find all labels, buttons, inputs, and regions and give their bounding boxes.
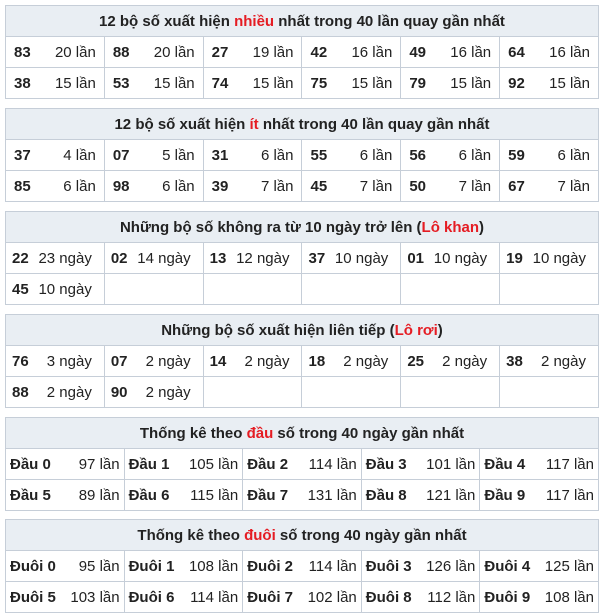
empty-cell — [203, 274, 302, 305]
cell-count: 6 lần — [162, 177, 195, 195]
cell-label: 88 — [112, 43, 130, 61]
stat-cell — [203, 37, 302, 68]
cell-label: 22 — [12, 249, 29, 267]
stat-cell — [361, 449, 480, 480]
stat-cell — [203, 243, 302, 274]
stat-cell — [6, 68, 105, 99]
cell-count: 103 lần — [70, 588, 120, 606]
cell-label: 49 — [409, 43, 426, 61]
cell-count: 3 ngày — [46, 352, 92, 370]
empty-cell — [302, 274, 401, 305]
cell-label: 88 — [12, 383, 29, 401]
cell-label: Đầu 5 — [10, 486, 51, 504]
cell-count: 2 ngày — [540, 352, 586, 370]
table-row — [6, 171, 599, 202]
cell-count: 15 lần — [549, 74, 590, 92]
cell-label: 83 — [14, 43, 31, 61]
stat-cell — [500, 346, 599, 377]
cell-count: 6 lần — [359, 146, 393, 164]
stat-cell — [302, 346, 401, 377]
cell-label: 75 — [310, 74, 328, 92]
cell-label: Đầu 0 — [10, 455, 51, 473]
cell-label: Đầu 9 — [484, 486, 526, 504]
stat-cell — [401, 171, 500, 202]
cell-label: 07 — [112, 146, 130, 164]
cell-label: Đầu 1 — [128, 455, 170, 473]
stat-cell — [203, 140, 302, 171]
cell-label: Đuôi 1 — [128, 557, 175, 575]
cell-count: 2 ngày — [244, 352, 290, 370]
cell-count: 6 lần — [458, 146, 492, 164]
cell-count: 20 lần — [153, 43, 195, 61]
stat-cell — [302, 140, 401, 171]
stat-cell — [124, 582, 243, 613]
stat-cell — [6, 37, 105, 68]
cell-count: 15 lần — [252, 74, 294, 92]
cell-count: 114 lần — [190, 588, 239, 606]
cell-count: 4 lần — [63, 146, 96, 164]
stat-cell — [480, 449, 599, 480]
stat-cell — [6, 377, 105, 408]
stat-cell — [361, 582, 480, 613]
cell-count: 126 lần — [426, 557, 476, 575]
stat-cell — [401, 243, 500, 274]
stat-cell — [104, 243, 203, 274]
empty-cell — [203, 377, 302, 408]
cell-count: 101 lần — [426, 455, 476, 473]
stat-cell — [104, 68, 203, 99]
lo-roi-table — [5, 314, 599, 408]
stat-cell — [302, 37, 401, 68]
stat-cell — [243, 480, 362, 511]
stat-cell — [6, 171, 105, 202]
cell-count: 12 ngày — [236, 249, 290, 267]
stat-cell — [104, 37, 203, 68]
cell-count: 112 lần — [427, 588, 476, 606]
cell-label: 13 — [209, 249, 227, 267]
cell-label: 07 — [110, 352, 128, 370]
stat-cell — [6, 274, 105, 305]
cell-label: 45 — [310, 177, 328, 195]
cell-label: 53 — [112, 74, 130, 92]
cell-label: 85 — [14, 177, 31, 195]
cell-count: 2 ngày — [46, 383, 92, 401]
stat-cell — [203, 68, 302, 99]
cell-label: 18 — [308, 352, 326, 370]
cell-label: 59 — [508, 146, 525, 164]
cell-count: 117 lần — [545, 455, 594, 473]
cell-count: 108 lần — [188, 557, 239, 575]
stat-cell — [500, 243, 599, 274]
cell-label: 55 — [310, 146, 328, 164]
stat-cell — [500, 171, 599, 202]
cell-label: Đuôi 7 — [247, 588, 294, 606]
stat-cell — [500, 68, 599, 99]
cell-count: 16 lần — [450, 43, 492, 61]
most-frequent-table — [5, 5, 599, 99]
stat-cell — [401, 37, 500, 68]
cell-label: 25 — [407, 352, 424, 370]
cell-label: 79 — [409, 74, 426, 92]
duoi-stats-table — [5, 519, 599, 613]
cell-count: 7 lần — [260, 177, 294, 195]
stat-cell — [480, 582, 599, 613]
cell-label: Đuôi 8 — [365, 588, 412, 606]
stat-cell — [401, 140, 500, 171]
stat-cell — [401, 68, 500, 99]
stat-cell — [302, 171, 401, 202]
cell-label: 45 — [12, 280, 29, 298]
cell-label: 37 — [14, 146, 31, 164]
cell-label: 38 — [506, 352, 523, 370]
cell-label: 64 — [508, 43, 525, 61]
cell-count: 114 lần — [308, 557, 357, 575]
table-row — [6, 243, 599, 274]
cell-label: 27 — [211, 43, 229, 61]
table-row — [6, 37, 599, 68]
stat-cell — [500, 37, 599, 68]
cell-label: 38 — [14, 74, 31, 92]
cell-count: 95 lần — [78, 557, 120, 575]
stat-cell — [124, 551, 243, 582]
cell-label: Đuôi 0 — [10, 557, 56, 575]
cell-label: 01 — [407, 249, 424, 267]
stat-cell — [401, 346, 500, 377]
lo-khan-title: Những bộ số không ra từ 10 ngày trở lên (Lô khan) — [6, 212, 599, 243]
stat-cell — [361, 551, 480, 582]
cell-count: 6 lần — [557, 146, 590, 164]
cell-label: 92 — [508, 74, 525, 92]
cell-count: 20 lần — [54, 43, 96, 61]
stat-cell — [6, 243, 105, 274]
cell-count: 7 lần — [359, 177, 393, 195]
stat-cell — [361, 480, 480, 511]
stat-cell — [480, 480, 599, 511]
stat-cell — [6, 582, 125, 613]
stat-cell — [243, 551, 362, 582]
stat-cell — [6, 449, 125, 480]
cell-label: 19 — [506, 249, 523, 267]
cell-count: 2 ngày — [343, 352, 389, 370]
cell-label: Đuôi 6 — [128, 588, 175, 606]
cell-count: 108 lần — [544, 588, 594, 606]
dau-stats-title: Thống kê theo đầu số trong 40 ngày gần nhất — [6, 418, 599, 449]
cell-count: 10 ngày — [532, 249, 586, 267]
stat-cell — [104, 171, 203, 202]
cell-label: Đuôi 3 — [365, 557, 412, 575]
cell-label: 56 — [409, 146, 426, 164]
lo-roi-title: Những bộ số xuất hiện liên tiếp (Lô rơi) — [6, 315, 599, 346]
cell-count: 6 lần — [63, 177, 96, 195]
stat-cell — [203, 171, 302, 202]
least-frequent-table — [5, 108, 599, 202]
cell-label: Đầu 6 — [128, 486, 170, 504]
empty-cell — [500, 274, 599, 305]
cell-count: 7 lần — [557, 177, 590, 195]
stat-cell — [480, 551, 599, 582]
cell-count: 2 ngày — [442, 352, 488, 370]
empty-cell — [500, 377, 599, 408]
cell-count: 121 lần — [426, 486, 476, 504]
cell-count: 23 ngày — [38, 249, 92, 267]
empty-cell — [302, 377, 401, 408]
stat-cell — [104, 346, 203, 377]
cell-count: 89 lần — [78, 486, 120, 504]
cell-count: 125 lần — [544, 557, 594, 575]
least-frequent-title: 12 bộ số xuất hiện ít nhất trong 40 lần quay gần nhất — [6, 109, 599, 140]
cell-label: Đuôi 2 — [247, 557, 294, 575]
cell-count: 114 lần — [308, 455, 357, 473]
stat-cell — [6, 140, 105, 171]
cell-label: Đầu 4 — [484, 455, 526, 473]
cell-label: 76 — [12, 352, 29, 370]
empty-cell — [401, 274, 500, 305]
empty-cell — [104, 274, 203, 305]
table-row — [6, 551, 599, 582]
stat-cell — [104, 140, 203, 171]
cell-count: 15 lần — [153, 74, 195, 92]
cell-label: 90 — [110, 383, 128, 401]
cell-count: 105 lần — [188, 455, 239, 473]
cell-label: Đầu 2 — [247, 455, 289, 473]
cell-count: 115 lần — [190, 486, 239, 504]
cell-count: 97 lần — [78, 455, 120, 473]
cell-count: 15 lần — [351, 74, 393, 92]
stat-cell — [124, 480, 243, 511]
empty-cell — [401, 377, 500, 408]
stat-cell — [302, 243, 401, 274]
cell-label: 67 — [508, 177, 525, 195]
lo-khan-table — [5, 211, 599, 305]
cell-count: 10 ngày — [433, 249, 488, 267]
stat-cell — [6, 346, 105, 377]
cell-count: 6 lần — [260, 146, 294, 164]
stat-cell — [6, 480, 125, 511]
cell-label: 50 — [409, 177, 426, 195]
cell-count: 10 ngày — [334, 249, 389, 267]
cell-label: Đầu 3 — [365, 455, 407, 473]
cell-count: 5 lần — [162, 146, 195, 164]
duoi-stats-title: Thống kê theo đuôi số trong 40 ngày gần nhất — [6, 520, 599, 551]
cell-label: Đầu 7 — [247, 486, 289, 504]
cell-label: 37 — [308, 249, 326, 267]
cell-count: 16 lần — [549, 43, 590, 61]
cell-label: Đầu 8 — [365, 486, 407, 504]
stat-cell — [302, 68, 401, 99]
cell-label: 74 — [211, 74, 229, 92]
cell-count: 131 lần — [307, 486, 357, 504]
cell-count: 117 lần — [545, 486, 594, 504]
cell-count: 2 ngày — [145, 383, 191, 401]
cell-label: 31 — [211, 146, 229, 164]
most-frequent-title: 12 bộ số xuất hiện nhiều nhất trong 40 lần quay gần nhất — [6, 6, 599, 37]
cell-label: Đuôi 9 — [484, 588, 531, 606]
cell-count: 2 ngày — [145, 352, 191, 370]
stat-cell — [243, 582, 362, 613]
cell-count: 14 ngày — [137, 249, 191, 267]
dau-stats-table — [5, 417, 599, 511]
cell-label: 02 — [110, 249, 128, 267]
stat-cell — [500, 140, 599, 171]
cell-label: 14 — [209, 352, 227, 370]
table-row — [6, 480, 599, 511]
table-row — [6, 449, 599, 480]
cell-label: 42 — [310, 43, 328, 61]
cell-count: 15 lần — [54, 74, 96, 92]
stat-cell — [104, 377, 203, 408]
cell-count: 7 lần — [458, 177, 492, 195]
cell-count: 10 ngày — [38, 280, 92, 298]
table-row — [6, 274, 599, 305]
stat-cell — [203, 346, 302, 377]
cell-label: 39 — [211, 177, 229, 195]
table-row — [6, 68, 599, 99]
cell-label: Đuôi 4 — [484, 557, 531, 575]
cell-count: 19 lần — [252, 43, 294, 61]
table-row — [6, 346, 599, 377]
stat-cell — [6, 551, 125, 582]
cell-count: 102 lần — [307, 588, 357, 606]
cell-label: Đuôi 5 — [10, 588, 56, 606]
cell-count: 16 lần — [351, 43, 393, 61]
table-row — [6, 582, 599, 613]
cell-count: 15 lần — [450, 74, 492, 92]
table-row — [6, 140, 599, 171]
cell-label: 98 — [112, 177, 130, 195]
table-row — [6, 377, 599, 408]
stat-cell — [124, 449, 243, 480]
stat-cell — [243, 449, 362, 480]
